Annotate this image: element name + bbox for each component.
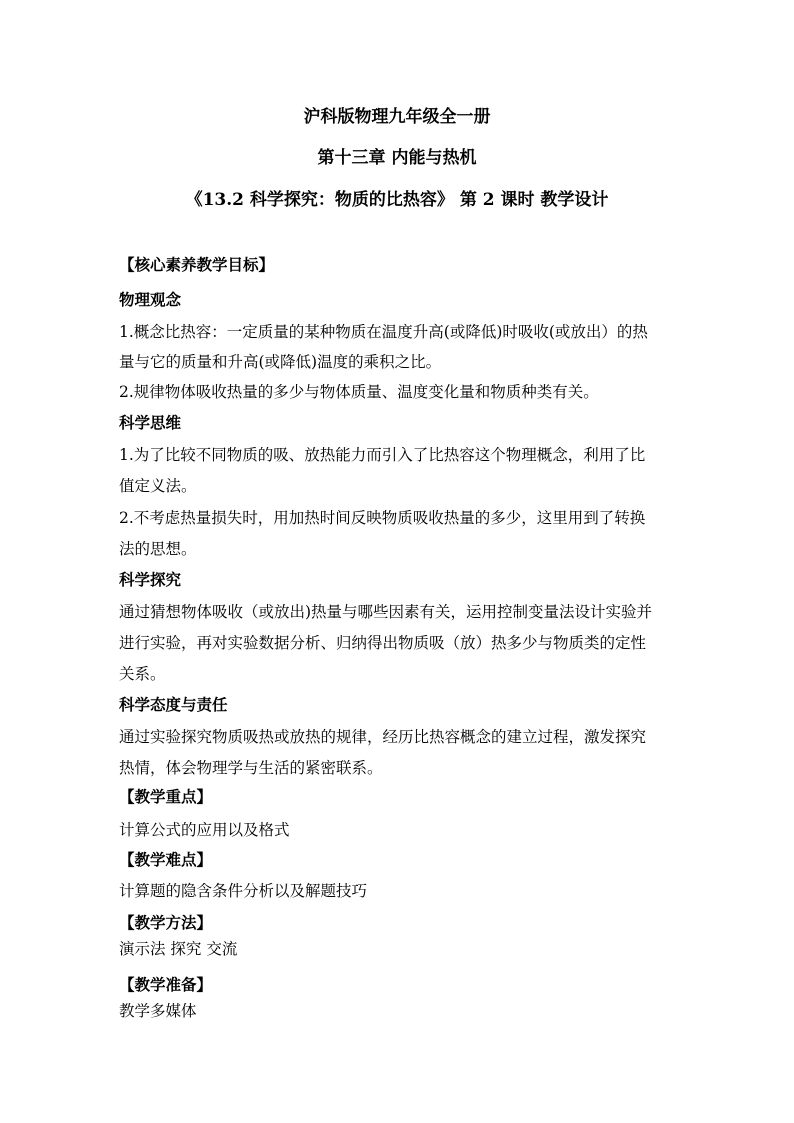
scientific-thinking-line: 值定义法。 <box>119 477 197 495</box>
scientific-thinking-line: 法的思想。 <box>119 540 197 558</box>
preparation-text: 教学多媒体 <box>119 1002 197 1020</box>
scientific-inquiry-line: 关系。 <box>119 665 166 683</box>
physics-concept-line: 量与它的质量和升高(或降低)温度的乘积之比。 <box>119 353 442 371</box>
book-title: 沪科版物理九年级全一册 <box>303 107 491 127</box>
scientific-inquiry-heading: 科学探究 <box>119 570 182 589</box>
scientific-inquiry-line: 进行实验，再对实验数据分析、归纳得出物质吸（放）热多少与物质类的定性 <box>119 634 647 652</box>
objectives-heading: 【核心素养教学目标】 <box>119 255 275 274</box>
attitude-line: 热情，体会物理学与生活的紧密联系。 <box>119 759 383 777</box>
scientific-thinking-heading: 科学思维 <box>119 413 182 432</box>
attitude-line: 通过实验探究物质吸热或放热的规律，经历比热容概念的建立过程，激发探究 <box>119 728 647 746</box>
difficulties-text: 计算题的隐含条件分析以及解题技巧 <box>119 882 368 900</box>
difficulties-heading: 【教学难点】 <box>119 850 213 869</box>
physics-concept-heading: 物理观念 <box>119 290 182 309</box>
scientific-inquiry-line: 通过猜想物体吸收（或放出)热量与哪些因素有关，运用控制变量法设计实验并 <box>119 603 653 621</box>
preparation-heading: 【教学准备】 <box>119 975 213 994</box>
scientific-thinking-line: 2.不考虑热量损失时，用加热时间反映物质吸收热量的多少，这里用到了转换 <box>119 509 646 527</box>
scientific-thinking-line: 1.为了比较不同物质的吸、放热能力而引入了比热容这个物理概念，利用了比 <box>119 446 646 464</box>
key-points-text: 计算公式的应用以及格式 <box>119 821 290 839</box>
lesson-title: 《13.2 科学探究：物质的比热容》 第 2 课时 教学设计 <box>185 190 609 210</box>
attitude-heading: 科学态度与责任 <box>119 695 228 714</box>
key-points-heading: 【教学重点】 <box>119 787 213 806</box>
physics-concept-line: 1.概念比热容：一定质量的某种物质在温度升高(或降低)时吸收(或放出）的热 <box>119 323 648 341</box>
physics-concept-line: 2.规律物体吸收热量的多少与物体质量、温度变化量和物质种类有关。 <box>119 383 599 401</box>
methods-text: 演示法 探究 交流 <box>119 940 238 958</box>
chapter-title: 第十三章 内能与热机 <box>317 148 477 168</box>
methods-heading: 【教学方法】 <box>119 913 213 932</box>
